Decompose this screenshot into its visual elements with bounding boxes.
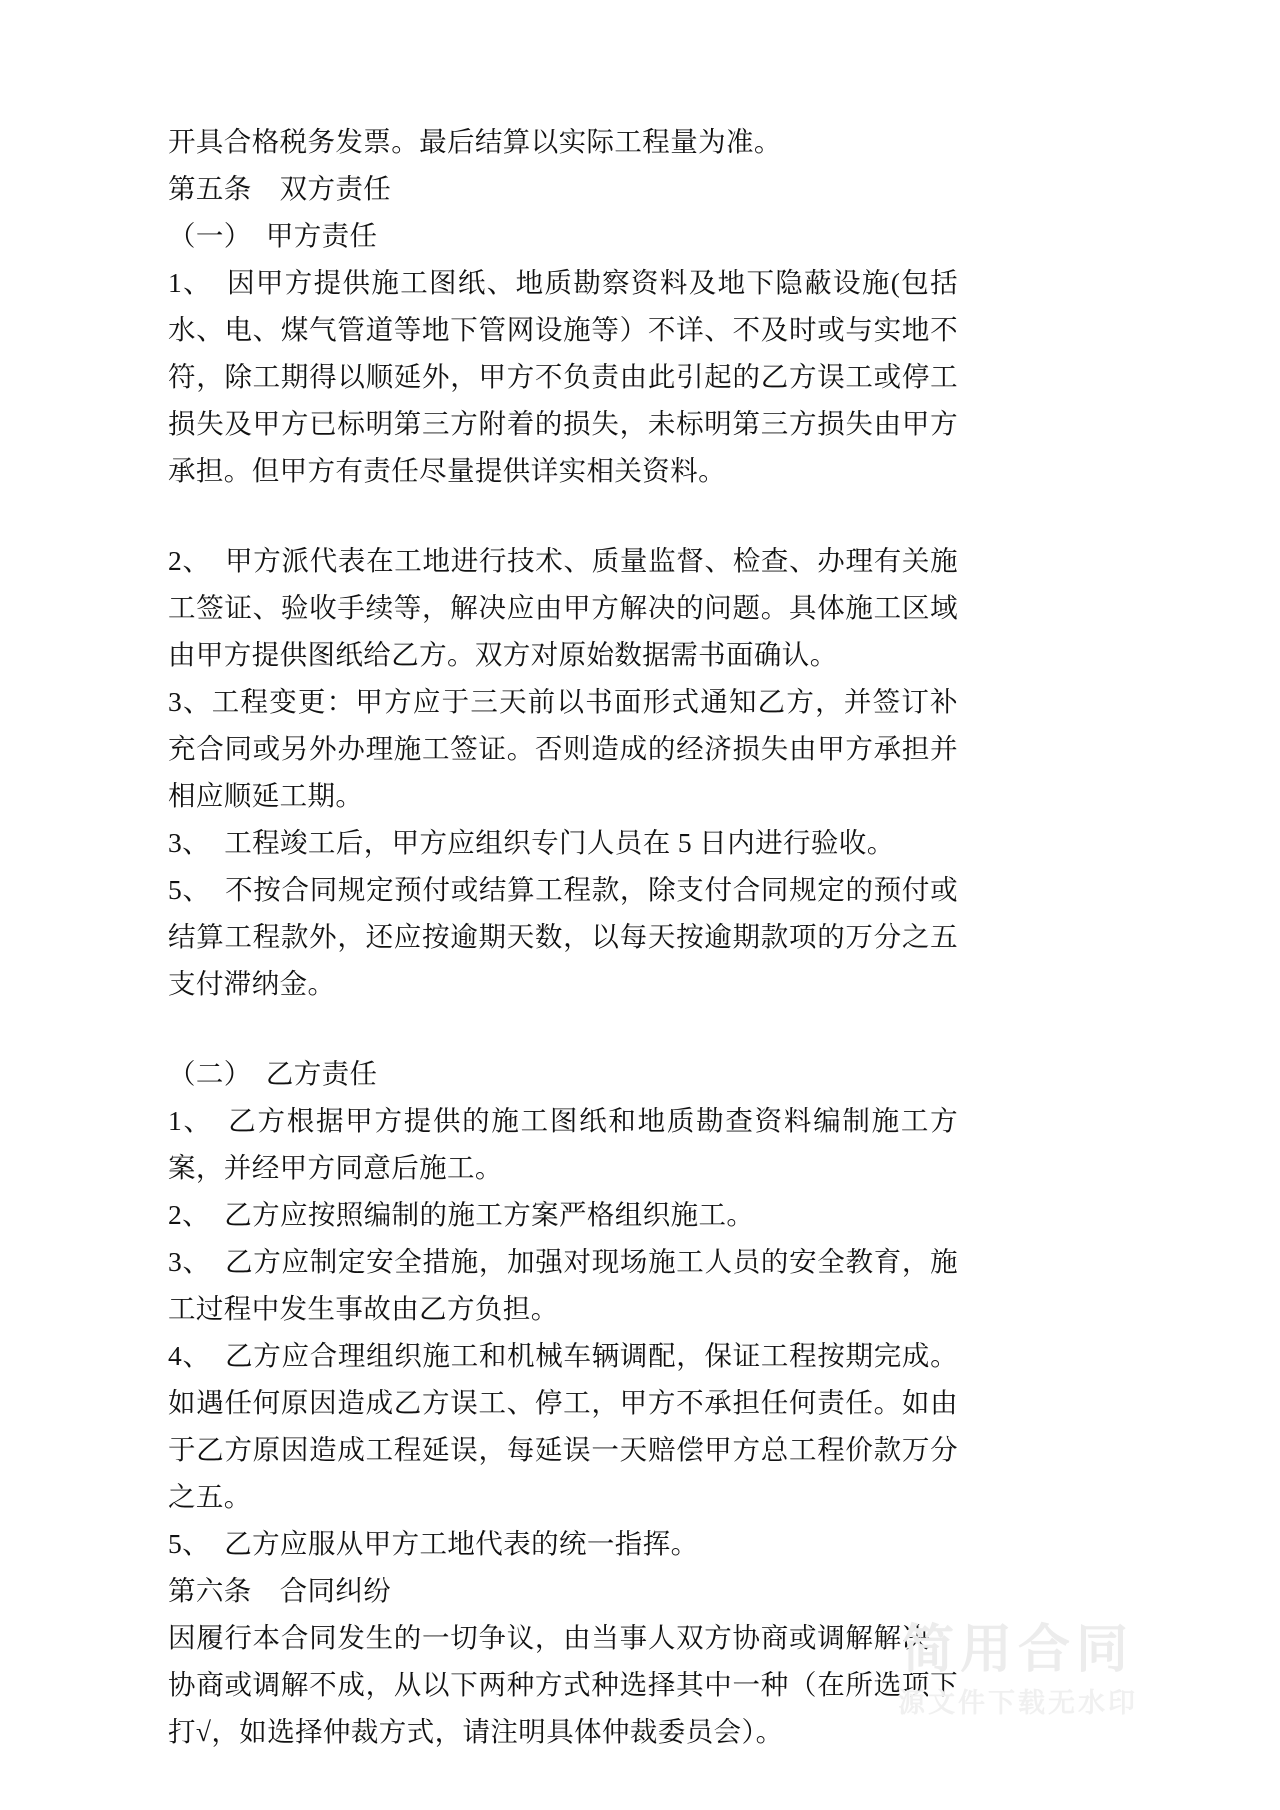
paragraph-party-b-item-1: 1、 乙方根据甲方提供的施工图纸和地质勘查资料编制施工方案，并经甲方同意后施工。 — [168, 1105, 958, 1183]
paragraph-party-a-item-2: 2、 甲方派代表在工地进行技术、质量监督、检查、办理有关施工签证、验收手续等，解决应由甲方解决的问题。具体施工区域由甲方提供图纸给乙方。双方对原始数据需书面确认。 — [168, 545, 958, 670]
heading-article-five: 第五条 双方责任 — [168, 173, 392, 204]
paragraph-party-a-item-3-acceptance: 3、 工程竣工后，甲方应组织专门人员在 5 日内进行验收。 — [168, 827, 895, 858]
paragraph-party-a-item-5: 5、 不按合同规定预付或结算工程款，除支付合同规定的预付或结算工程款外，还应按逾期天数，以每天按逾期款项的万分之五支付滞纳金。 — [168, 874, 958, 999]
paragraph-party-a-item-1: 1、 因甲方提供施工图纸、地质勘察资料及地下隐蔽设施(包括水、电、煤气管道等地下管网设施等）不详、不及时或与实地不符，除工期得以顺延外，甲方不负责由此引起的乙方误工或停工损失及甲方已标明第三方附着的损失，未标明第三方损失由甲方承担。但甲方有责任尽量提供详实相关资料。 — [168, 267, 958, 486]
watermark-brand-text: 简用合同 — [901, 1620, 1134, 1681]
paragraph-invoice-settlement: 开具合格税务发票。最后结算以实际工程量为准。 — [168, 126, 782, 157]
paragraph-party-b-item-5: 5、 乙方应服从甲方工地代表的统一指挥。 — [168, 1528, 699, 1559]
paragraph-party-b-item-3: 3、 乙方应制定安全措施，加强对现场施工人员的安全教育，施工过程中发生事故由乙方负担。 — [168, 1246, 958, 1324]
document-text-body — [168, 118, 958, 1755]
watermark-subtitle-text: 源文件下载无水印 — [898, 1687, 1138, 1719]
paragraph-dispute-resolution: 因履行本合同发生的一切争议，由当事人双方协商或调解解决，协商或调解不成，从以下两种方式种选择其中一种（在所选项下打√，如选择仲裁方式，请注明具体仲裁委员会）。 — [168, 1622, 958, 1747]
heading-section-one-party-a: （一） 甲方责任 — [168, 220, 378, 251]
heading-section-two-party-b: （二） 乙方责任 — [168, 1058, 378, 1089]
paragraph-party-b-item-2: 2、 乙方应按照编制的施工方案严格组织施工。 — [168, 1199, 755, 1230]
paragraph-party-a-item-3-change: 3、工程变更：甲方应于三天前以书面形式通知乙方，并签订补充合同或另外办理施工签证。否则造成的经济损失由甲方承担并相应顺延工期。 — [168, 686, 958, 811]
heading-article-six: 第六条 合同纠纷 — [168, 1575, 392, 1606]
paragraph-party-b-item-4: 4、 乙方应合理组织施工和机械车辆调配，保证工程按期完成。如遇任何原因造成乙方误工、停工，甲方不承担任何责任。如由于乙方原因造成工程延误，每延误一天赔偿甲方总工程价款万分之五。 — [168, 1340, 958, 1512]
